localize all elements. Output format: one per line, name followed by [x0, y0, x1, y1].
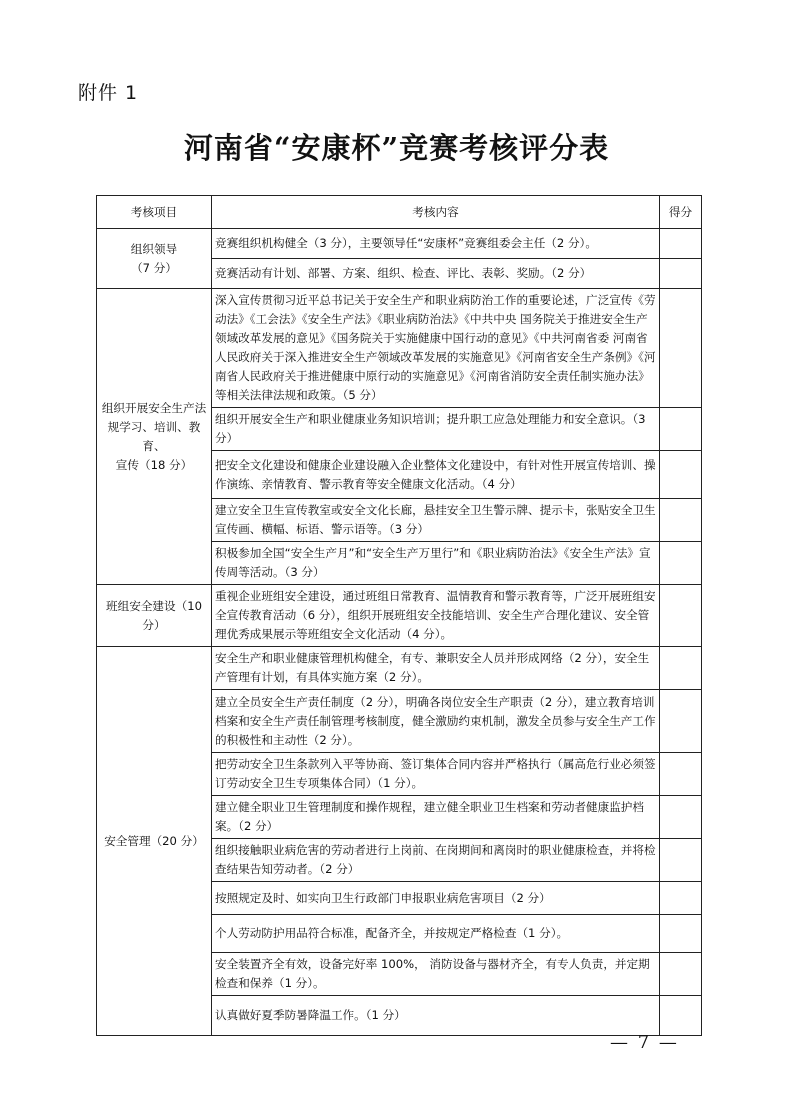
score-cell[interactable] — [660, 408, 702, 451]
score-cell[interactable] — [660, 451, 702, 499]
page-number: — 7 — — [610, 1032, 679, 1053]
content-cell: 组织接触职业病危害的劳动者进行上岗前、在岗期间和离岗时的职业健康检查，并将检查结果告知劳动者。（2 分） — [212, 839, 660, 882]
project-label: 安全管理（20 分） — [104, 833, 204, 848]
score-cell[interactable] — [660, 647, 702, 690]
score-cell[interactable] — [660, 542, 702, 585]
content-cell: 组织开展安全生产和职业健康业务知识培训；提升职工应急处理能力和安全意识。（3 分） — [212, 408, 660, 451]
content-cell: 建立安全卫生宣传教室或安全文化长廊，悬挂安全卫生警示牌、提示卡，张贴安全卫生宣传画、横幅、标语、警示语等。（3 分） — [212, 499, 660, 542]
content-cell: 竞赛组织机构健全（3 分），主要领导任“安康杯”竞赛组委会主任（2 分）。 — [212, 229, 660, 259]
attachment-label: 附件 1 — [78, 82, 139, 104]
score-cell[interactable] — [660, 499, 702, 542]
project-cell — [97, 585, 212, 647]
content-cell: 认真做好夏季防暑降温工作。（1 分） — [212, 996, 660, 1036]
table-row — [97, 289, 702, 408]
score-cell[interactable] — [660, 796, 702, 839]
score-cell[interactable] — [660, 882, 702, 915]
table-header-row — [97, 196, 702, 229]
project-label: （7 分） — [131, 260, 177, 275]
page-title: 河南省“安康杯”竞赛考核评分表 — [183, 131, 610, 165]
content-cell: 竞赛活动有计划、部署、方案、组织、检查、评比、表彰、奖励。（2 分） — [212, 259, 660, 289]
project-cell — [97, 229, 212, 289]
project-label: 组织开展安全生产法 — [101, 400, 207, 415]
score-cell[interactable] — [660, 753, 702, 796]
content-cell: 建立全员安全生产责任制度（2 分），明确各岗位安全生产职责（2 分），建立教育培训档案和安全生产责任制管理考核制度，健全激励约束机制，激发全员参与安全生产工作的积极性和主动性（2 分）。 — [212, 690, 660, 753]
score-cell[interactable] — [660, 839, 702, 882]
content-cell: 安全装置齐全有效，设备完好率 100%， 消防设备与器材齐全，有专人负责，并定期检查和保养（1 分）。 — [212, 953, 660, 996]
content-cell: 把安全文化建设和健康企业建设融入企业整体文化建设中，有针对性开展宣传培训、操作演练、亲情教育、警示教育等安全健康文化活动。（4 分） — [212, 451, 660, 499]
column-header-score: 得分 — [660, 196, 702, 229]
column-header-content: 考核内容 — [212, 196, 660, 229]
content-cell: 建立健全职业卫生管理制度和操作规程，建立健全职业卫生档案和劳动者健康监护档案。（2 分） — [212, 796, 660, 839]
content-cell: 安全生产和职业健康管理机构健全，有专、兼职安全人员并形成网络（2 分），安全生产管理有计划，有具体实施方案（2 分）。 — [212, 647, 660, 690]
content-cell: 把劳动安全卫生条款列入平等协商、签订集体合同内容并严格执行（属高危行业必须签订劳动安全卫生专项集体合同）（1 分）。 — [212, 753, 660, 796]
content-cell: 重视企业班组安全建设，通过班组日常教育、温情教育和警示教育等，广泛开展班组安全宣传教育活动（6 分），组织开展班组安全技能培训、安全生产合理化建议、安全管理优秀成果展示等班组安全文化活动（4 分）。 — [212, 585, 660, 647]
project-label: 宣传（18 分） — [115, 457, 193, 472]
content-cell: 积极参加全国“安全生产月”和“安全生产万里行”和《职业病防治法》《安全生产法》宣传周等活动。（3 分） — [212, 542, 660, 585]
column-header-project: 考核项目 — [97, 196, 212, 229]
project-label: 规学习、培训、教育、 — [107, 419, 201, 453]
table-body — [97, 229, 702, 1036]
score-cell[interactable] — [660, 229, 702, 259]
score-cell[interactable] — [660, 585, 702, 647]
content-cell: 按照规定及时、如实向卫生行政部门申报职业病危害项目（2 分） — [212, 882, 660, 915]
score-cell[interactable] — [660, 915, 702, 953]
project-cell — [97, 647, 212, 1036]
score-cell[interactable] — [660, 289, 702, 408]
table-row — [97, 229, 702, 259]
project-label: 班组安全建设（10 分） — [106, 598, 202, 632]
score-cell[interactable] — [660, 953, 702, 996]
score-cell[interactable] — [660, 690, 702, 753]
score-cell[interactable] — [660, 996, 702, 1036]
score-cell[interactable] — [660, 259, 702, 289]
content-cell: 深入宣传贯彻习近平总书记关于安全生产和职业病防治工作的重要论述，广泛宣传《劳动法》《工会法》《安全生产法》《职业病防治法》《中共中央 国务院关于推进安全生产领域改革发展的意见》《国务院关于实施健康中国行动的意见》《中共河南省委 河南省人民政府关于深入推进安全生产领域改革发展的实施意见》《河南省安全生产条例》《河南省人民政府关于推进健康中原行动的实施意见》《河南省消防安全责任制实施办法》等相关法律法规和政策。（5 分） — [212, 289, 660, 408]
content-cell: 个人劳动防护用品符合标准，配备齐全，并按规定严格检查（1 分）。 — [212, 915, 660, 953]
score-table — [96, 195, 702, 1036]
project-cell — [97, 289, 212, 585]
project-label: 组织领导 — [130, 241, 178, 256]
table-row — [97, 585, 702, 647]
table-row — [97, 647, 702, 690]
